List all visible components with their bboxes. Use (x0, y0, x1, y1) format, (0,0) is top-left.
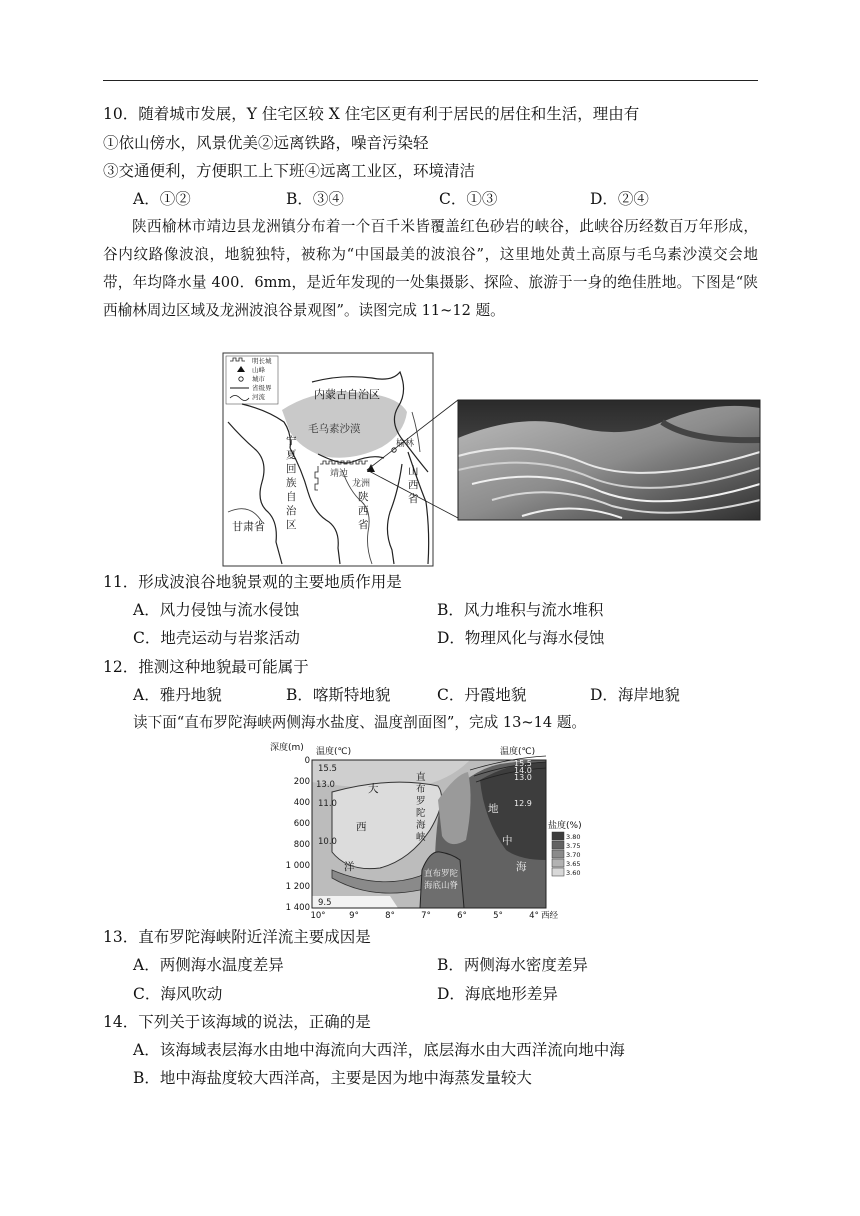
salinity-value: 3.75 (566, 842, 581, 850)
svg-text:省: 省 (358, 519, 369, 531)
question-14-stem: 14．下列关于该海域的说法，正确的是 (103, 1013, 371, 1031)
salinity-swatch (552, 832, 564, 840)
question-13-option-d[interactable]: D．海底地形差异 (437, 985, 558, 1003)
question-11-option-d[interactable]: D．物理风化与海水侵蚀 (437, 629, 605, 647)
depth-tick: 1 000 (285, 861, 310, 871)
salinity-value: 3.70 (566, 851, 581, 859)
label-shanxi (408, 464, 419, 505)
label-yulin: 榆林 (396, 439, 415, 449)
svg-text:区: 区 (286, 519, 297, 531)
label-jingbian: 靖边 (330, 469, 349, 479)
longitude-tick: 7° (421, 911, 431, 920)
depth-tick: 1 400 (285, 903, 310, 913)
depth-tick: 800 (293, 840, 310, 850)
label-mu-us-desert: 毛乌素沙漠 (308, 423, 361, 435)
legend-peak: 山峰 (252, 366, 265, 374)
label-sill-line: 直布罗陀 (424, 869, 459, 879)
question-11-option-a[interactable]: A．风力侵蚀与流水侵蚀 (133, 601, 300, 619)
longitude-suffix: 西经 (541, 911, 559, 920)
depth-tick: 0 (304, 756, 310, 766)
longitude-tick: 10° (310, 911, 326, 920)
salinity-value: 3.60 (566, 869, 581, 877)
question-13-option-c[interactable]: C．海风吹动 (133, 985, 223, 1003)
svg-text:山: 山 (408, 465, 419, 477)
longitude-tick: 6° (457, 911, 467, 920)
legend-great-wall: 明长城 (252, 357, 272, 365)
svg-text:省: 省 (408, 493, 419, 505)
passage-gibraltar-intro: 读下面“直布罗陀海峡两侧海水盐度、温度剖面图”，完成 13~14 题。 (133, 714, 587, 731)
wave-valley-photo (458, 400, 760, 520)
svg-text:治: 治 (286, 505, 297, 517)
question-12-option-a[interactable]: A．雅丹地貌 (133, 686, 222, 704)
temp-right-value: 14.0 (514, 766, 532, 775)
label-mediterranean-char: 海 (516, 861, 527, 873)
label-inner-mongolia: 内蒙古自治区 (314, 388, 380, 401)
label-strait-char: 布 (416, 784, 426, 795)
label-mediterranean-char: 中 (502, 835, 513, 847)
svg-text:宁: 宁 (286, 435, 297, 447)
longitude-tick: 9° (349, 911, 359, 920)
temp-left-value: 11.0 (318, 799, 337, 809)
depth-tick: 600 (293, 819, 310, 829)
question-10-option-d[interactable]: D．②④ (590, 190, 649, 208)
salinity-swatch (552, 850, 564, 858)
question-12-option-d[interactable]: D．海岸地貌 (590, 686, 680, 704)
label-atlantic-char: 洋 (344, 861, 355, 873)
question-12-option-b[interactable]: B．喀斯特地貌 (286, 686, 391, 704)
longitude-tick: 4° (529, 911, 539, 920)
salinity-legend-title: 盐度(%) (548, 821, 582, 831)
label-longzhou: 龙洲 (352, 479, 371, 489)
question-10-option-c[interactable]: C．①③ (439, 190, 498, 208)
question-10-statement-line-1: ①依山傍水，风景优美②远离铁路，噪音污染轻 (103, 134, 429, 152)
svg-text:西: 西 (408, 479, 419, 491)
depth-axis-label: 深度(m) (270, 743, 304, 753)
salinity-value: 3.80 (566, 833, 581, 841)
question-14-option-a[interactable]: A．该海域表层海水由地中海流向大西洋，底层海水由大西洋流向地中海 (133, 1041, 625, 1059)
question-13-option-a[interactable]: A．两侧海水温度差异 (133, 956, 284, 974)
salinity-value: 3.65 (566, 860, 581, 868)
depth-ticks (286, 756, 310, 913)
temperature-label-right: 温度(℃) (500, 747, 536, 757)
question-10-option-b[interactable]: B．③④ (286, 190, 344, 208)
label-strait-char: 直 (416, 772, 426, 783)
temp-right-value: 13.0 (514, 773, 532, 782)
legend-province-boundary: 省级界 (252, 384, 272, 392)
question-11-option-b[interactable]: B．风力堆积与流水堆积 (437, 601, 604, 619)
label-mediterranean-char: 地 (488, 803, 499, 815)
longitude-tick: 5° (493, 911, 503, 920)
depth-tick: 400 (293, 798, 310, 808)
question-12-option-c[interactable]: C．丹霞地貌 (437, 686, 527, 704)
question-11-option-c[interactable]: C．地壳运动与岩浆活动 (133, 629, 300, 647)
longitude-ticks (310, 911, 538, 920)
temperature-label-left: 温度(℃) (316, 747, 352, 757)
svg-text:回: 回 (286, 463, 297, 475)
label-strait-char: 海 (416, 820, 426, 831)
gibraltar-profile-figure (270, 740, 590, 920)
question-11-stem: 11．形成波浪谷地貌景观的主要地质作用是 (103, 573, 402, 591)
label-strait-char: 陀 (416, 808, 426, 819)
temp-left-value: 10.0 (318, 837, 337, 847)
svg-text:自: 自 (286, 491, 297, 503)
question-13-option-b[interactable]: B．两侧海水密度差异 (437, 956, 588, 974)
question-10-stem: 10．随着城市发展，Y 住宅区较 X 住宅区更有利于居民的居住和生活，理由有 (103, 105, 640, 123)
svg-text:族: 族 (286, 477, 297, 489)
temp-left-value: 13.0 (316, 780, 335, 790)
temp-left-value: 9.5 (318, 898, 332, 908)
salinity-legend (548, 818, 596, 882)
legend-river: 河流 (252, 393, 265, 401)
longitude-tick: 8° (385, 911, 395, 920)
temp-left-value: 15.5 (318, 764, 337, 774)
label-atlantic-char: 西 (356, 821, 367, 833)
question-14-option-b[interactable]: B．地中海盐度较大西洋高，主要是因为地中海蒸发量较大 (133, 1069, 532, 1087)
question-13-stem: 13．直布罗陀海峡附近洋流主要成因是 (103, 928, 371, 946)
depth-tick: 1 200 (285, 882, 310, 892)
legend-city: 城市 (252, 375, 265, 383)
label-shaanxi (358, 490, 369, 531)
salinity-swatch (552, 859, 564, 867)
question-10-option-a[interactable]: A．①② (133, 190, 191, 208)
question-12-stem: 12．推测这种地貌最可能属于 (103, 658, 309, 676)
label-strait-char: 罗 (416, 796, 426, 807)
svg-text:陕: 陕 (358, 491, 369, 503)
salinity-swatch (552, 841, 564, 849)
yulin-map-figure (222, 352, 762, 568)
salinity-swatch (552, 868, 564, 876)
label-sill-line: 海底山脊 (424, 881, 459, 891)
header-rule (103, 80, 758, 81)
passage-longzhou-wave-valley: 陕西榆林市靖边县龙洲镇分布着一个百千米皆覆盖红色砂岩的峡谷，此峡谷历经数百万年形成，谷内纹路像波浪，地貌独特，被称为“中国最美的波浪谷”，这里地处黄土高原与毛乌素沙漠交会地带，年均降水量 400．6mm，是近年发现的一处集摄影、探险、旅游于一身的绝佳胜地。下图是“陕西榆林周边区域及龙洲波浪谷景观图”。读图完成 11~12 题。 (103, 218, 758, 319)
temp-right-value: 15.5 (514, 759, 532, 768)
question-10-statement-line-2: ③交通便利，方便职工上下班④远离工业区，环境清洁 (103, 162, 476, 180)
label-ningxia (286, 434, 297, 531)
label-gansu: 甘肃省 (232, 520, 265, 533)
label-atlantic-char: 大 (368, 783, 379, 795)
svg-text:夏: 夏 (286, 449, 297, 461)
label-strait-char: 峡 (416, 832, 426, 843)
temp-right-value: 12.9 (514, 799, 532, 808)
depth-tick: 200 (293, 777, 310, 787)
svg-text:西: 西 (358, 505, 369, 517)
